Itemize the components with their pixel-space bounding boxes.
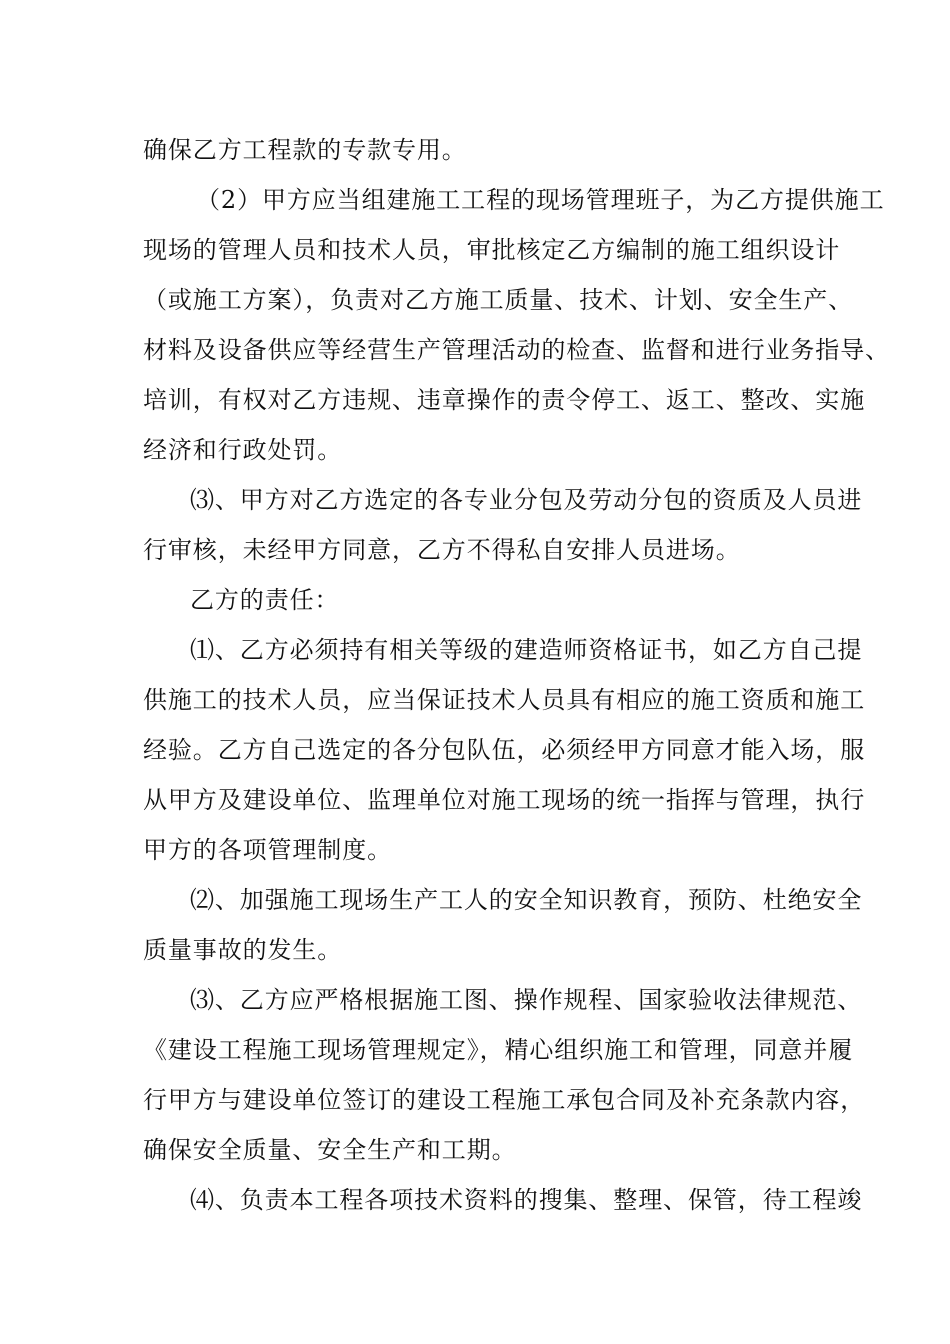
text-line-19: 《建设工程施工现场管理规定》，精心组织施工和管理，同意并履 [143, 1036, 854, 1064]
text-line-15: 甲方的各项管理制度。 [143, 836, 392, 864]
text-line-14: 从甲方及建设单位、监理单位对施工现场的统一指挥与管理，执行 [143, 786, 866, 814]
text-line-3: 现场的管理人员和技术人员，审批核定乙方编制的施工组织设计 [143, 236, 841, 264]
text-line-4: （或施工方案），负责对乙方施工质量、技术、计划、安全生产、 [143, 286, 854, 314]
text-line-2: （2）甲方应当组建施工工程的现场管理班子，为乙方提供施工 [196, 186, 885, 214]
text-line-21: 确保安全质量、安全生产和工期。 [143, 1136, 517, 1164]
text-line-20: 行甲方与建设单位签订的建设工程施工承包合同及补充条款内容， [143, 1086, 866, 1114]
text-line-7: 经济和行政处罚。 [143, 436, 343, 464]
text-line-18: ⑶、乙方应严格根据施工图、操作规程、国家验收法律规范、 [190, 986, 863, 1014]
text-line-16: ⑵、加强施工现场生产工人的安全知识教育，预防、杜绝安全 [190, 886, 863, 914]
text-line-22: ⑷、负责本工程各项技术资料的搜集、整理、保管，待工程竣 [190, 1186, 863, 1214]
text-line-13: 经验。乙方自己选定的各分包队伍，必须经甲方同意才能入场，服 [143, 736, 866, 764]
text-line-6: 培训，有权对乙方违规、违章操作的责令停工、返工、整改、实施 [143, 386, 866, 414]
text-line-1: 确保乙方工程款的专款专用。 [143, 136, 467, 164]
text-line-11: ⑴、乙方必须持有相关等级的建造师资格证书，如乙方自己提 [190, 636, 863, 664]
section-heading: 乙方的责任： [190, 586, 340, 614]
text-line-17: 质量事故的发生。 [143, 936, 343, 964]
text-line-9: 行审核，未经甲方同意，乙方不得私自安排人员进场。 [143, 536, 741, 564]
text-line-12: 供施工的技术人员，应当保证技术人员具有相应的施工资质和施工 [143, 686, 866, 714]
text-line-5: 材料及设备供应等经营生产管理活动的检查、监督和进行业务指导、 [143, 336, 890, 364]
text-line-8: ⑶、甲方对乙方选定的各专业分包及劳动分包的资质及人员进 [190, 486, 863, 514]
